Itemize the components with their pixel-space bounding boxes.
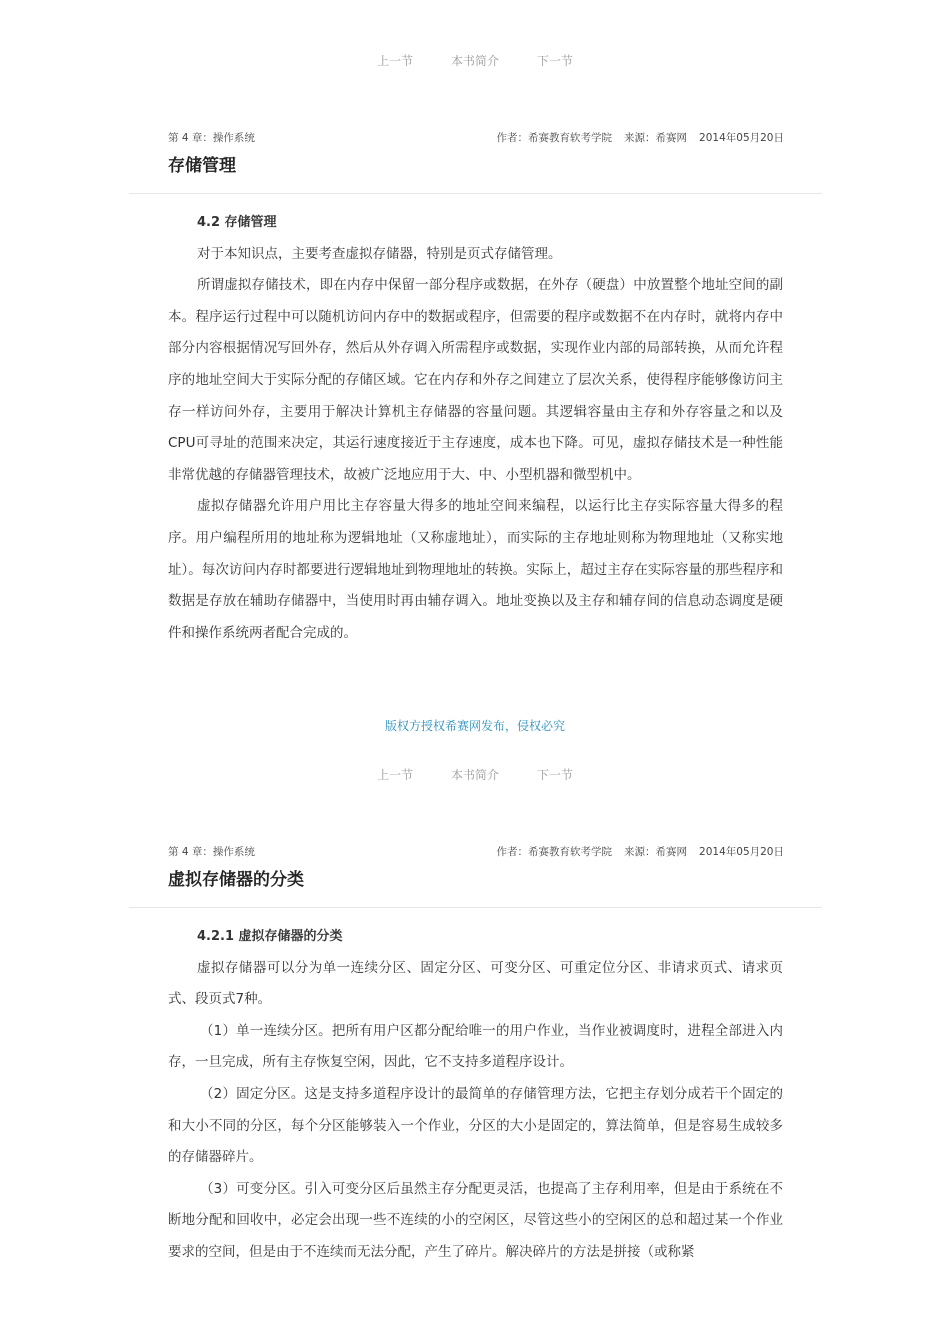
chapter-label: 第 4 章：操作系统 — [168, 132, 255, 144]
paragraph: （3）可变分区。引入可变分区后虽然主存分配更灵活，也提高了主存利用率，但是由于系统在不断地分配和回收中，必定会出现一些不连续的小的空闲区，尽管这些小的空闲区的总和超过某一个作业要求的空间，但是由于不连续而无法分配，产生了碎片。解决碎片的方法是拼接（或称紧 — [168, 1180, 783, 1260]
article-body — [168, 921, 783, 1341]
article-info — [485, 131, 784, 145]
author-label: 作者：希赛教育软考学院 — [496, 846, 613, 858]
paragraph: 虚拟存储器可以分为单一连续分区、固定分区、可变分区、可重定位分区、非请求页式、请求页式、段页式7种。 — [168, 959, 783, 1008]
paragraph: （1）单一连续分区。把所有用户区都分配给唯一的用户作业，当作业被调度时，进程全部进入内存，一旦完成，所有主存恢复空闲，因此，它不支持多道程序设计。 — [168, 1022, 783, 1071]
divider — [129, 193, 822, 194]
chapter-label: 第 4 章：操作系统 — [168, 846, 255, 858]
paragraph: 所谓虚拟存储技术，即在内存中保留一部分程序或数据，在外存（硬盘）中放置整个地址空间的副本。程序运行过程中可以随机访问内存中的数据或程序，但需要的程序或数据不在内存时，就将内存中部分内容根据情况写回外存，然后从外存调入所需程序或数据，实现作业内部的局部转换，从而允许程序的地址空间大于实际分配的存储区域。它在内存和外存之间建立了层次关系，使得程序能够像访问主存一样访问外存，主要用于解决计算机主存储器的容量问题。其逻辑容量由主存和外存容量之和以及CPU可寻址的范围来决定，其运行速度接近于主存速度，成本也下降。可见，虚拟存储技术是一种性能非常优越的存储器管理技术，故被广泛地应用于大、中、小型机器和微型机中。 — [168, 277, 783, 483]
copyright-notice: 版权方授权希赛网发布，侵权必究 — [384, 719, 565, 733]
next-section-link[interactable]: 下一节 — [536, 768, 573, 782]
date-label: 2014年05月20日 — [699, 132, 784, 144]
prev-section-link[interactable]: 上一节 — [377, 54, 414, 68]
page-title: 存储管理 — [168, 156, 236, 176]
section-heading: 4.2 存储管理 — [197, 215, 277, 230]
divider — [129, 907, 822, 908]
section-heading: 4.2.1 虚拟存储器的分类 — [197, 929, 343, 944]
source-label: 来源：希赛网 — [624, 132, 688, 144]
article-body — [168, 207, 783, 649]
book-intro-link[interactable]: 本书简介 — [450, 768, 499, 782]
paragraph: 对于本知识点，主要考查虚拟存储器，特别是页式存储管理。 — [197, 245, 562, 262]
paragraph: 虚拟存储器允许用户用比主存容量大得多的地址空间来编程，以运行比主存实际容量大得多的程序。用户编程所用的地址称为逻辑地址（又称虚地址），而实际的主存地址则称为物理地址（又称实地址）。每次访问内存时都要进行逻辑地址到物理地址的转换。实际上，超过主存在实际容量的那些程序和数据是存放在辅助存储器中，当使用时再由辅存调入。地址变换以及主存和辅存间的信息动态调度是硬件和操作系统两者配合完成的。 — [168, 498, 783, 641]
date-label: 2014年05月20日 — [699, 846, 784, 858]
top-nav — [0, 53, 950, 69]
page-title: 虚拟存储器的分类 — [168, 870, 304, 890]
paragraph: （2）固定分区。这是支持多道程序设计的最简单的存储管理方法，它把主存划分成若干个固定的和大小不同的分区，每个分区能够装入一个作业，分区的大小是固定的，算法简单，但是容易生成较多的存储器碎片。 — [168, 1085, 783, 1166]
article-info — [485, 845, 784, 859]
next-section-link[interactable]: 下一节 — [536, 54, 573, 68]
middle-nav — [0, 767, 950, 783]
prev-section-link[interactable]: 上一节 — [377, 768, 414, 782]
source-label: 来源：希赛网 — [624, 846, 688, 858]
book-intro-link[interactable]: 本书简介 — [450, 54, 499, 68]
author-label: 作者：希赛教育软考学院 — [496, 132, 613, 144]
